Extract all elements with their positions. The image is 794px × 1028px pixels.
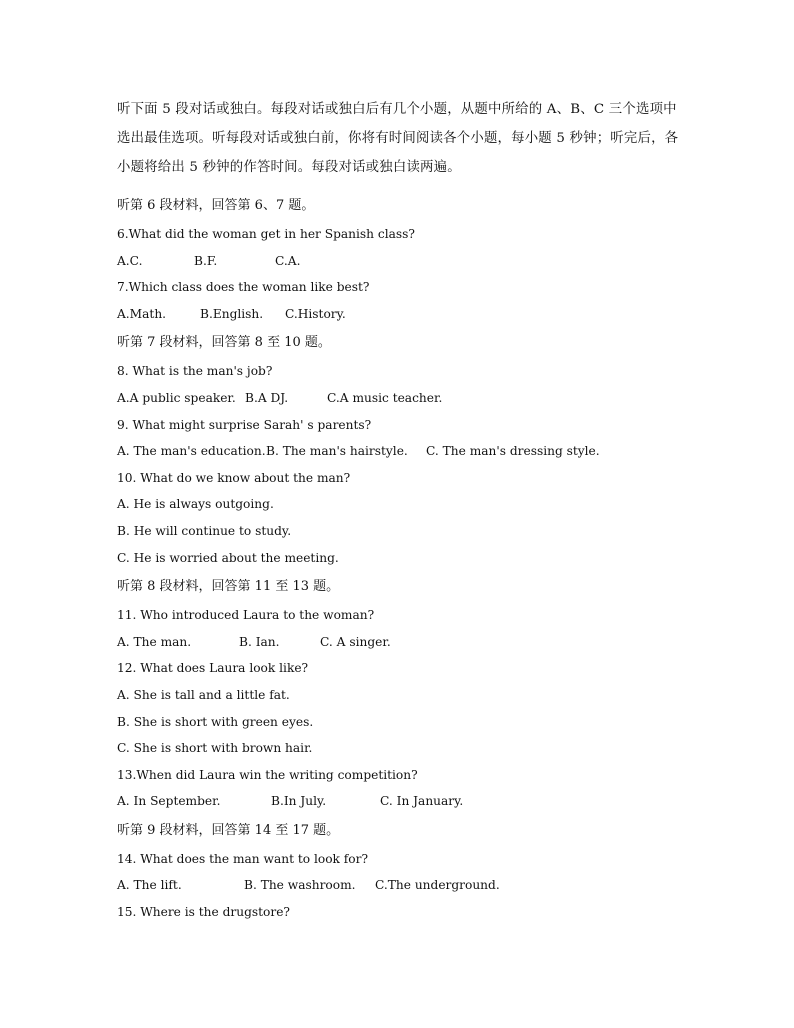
listening-instructions: 听下面 5 段对话或独白。每段对话或独白后有几个小题，从题中所给的 A、B、C 三个选项中选出最佳选项。听每段对话或独白前，你将有时间阅读各个小题，每小题 5 秒钟；听完后，各小题将给出 5 秒钟的作答时间。每段对话或独白读两遍。 bbox=[117, 102, 679, 175]
question-10-option-b: B. He will continue to study. bbox=[117, 523, 292, 538]
section-9-heading: 听第 9 段材料，回答第 14 至 17 题。 bbox=[117, 822, 340, 838]
option-c: C. In January. bbox=[380, 794, 464, 809]
option-c: C.The underground. bbox=[375, 878, 500, 893]
question-11-options bbox=[117, 629, 685, 656]
option-a: A.A public speaker. bbox=[117, 390, 236, 405]
option-b: B.A DJ. bbox=[245, 390, 289, 405]
exam-page bbox=[117, 95, 685, 926]
option-b: B.F. bbox=[194, 253, 218, 268]
option-b: B. The washroom. bbox=[244, 878, 356, 893]
question-11: 11. Who introduced Laura to the woman? bbox=[117, 608, 375, 623]
option-a: A.C. bbox=[117, 253, 143, 268]
question-14-options bbox=[117, 872, 685, 899]
question-12-option-c: C. She is short with brown hair. bbox=[117, 741, 313, 756]
question-12: 12. What does Laura look like? bbox=[117, 661, 309, 676]
section-8-heading: 听第 8 段材料，回答第 11 至 13 题。 bbox=[117, 579, 340, 595]
question-15: 15. Where is the drugstore? bbox=[117, 905, 290, 920]
question-10-option-a: A. He is always outgoing. bbox=[117, 497, 274, 512]
option-b: B.English. bbox=[200, 306, 264, 321]
option-c: C.A. bbox=[275, 253, 301, 268]
option-c: C. The man's dressing style. bbox=[426, 444, 600, 459]
question-9-options bbox=[117, 438, 685, 465]
question-8-options bbox=[117, 385, 685, 412]
question-12-option-a: A. She is tall and a little fat. bbox=[117, 687, 290, 702]
question-7-options bbox=[117, 301, 685, 328]
question-6-options bbox=[117, 248, 685, 275]
option-b: B.In July. bbox=[271, 794, 327, 809]
option-b: B. The man's hairstyle. bbox=[266, 444, 408, 459]
question-8: 8. What is the man's job? bbox=[117, 364, 273, 379]
option-a: A. The lift. bbox=[117, 878, 182, 893]
option-a: A. The man. bbox=[117, 634, 192, 649]
option-b: B. Ian. bbox=[239, 634, 280, 649]
question-6: 6.What did the woman get in her Spanish class? bbox=[117, 227, 415, 241]
question-10: 10. What do we know about the man? bbox=[117, 470, 351, 485]
option-a: A. The man's education. bbox=[117, 444, 266, 459]
option-c: C. A singer. bbox=[320, 634, 391, 649]
option-a: A.Math. bbox=[117, 306, 167, 321]
option-c: C.History. bbox=[285, 306, 346, 321]
section-6-heading: 听第 6 段材料，回答第 6、7 题。 bbox=[117, 198, 315, 213]
section-7-heading: 听第 7 段材料，回答第 8 至 10 题。 bbox=[117, 335, 331, 351]
question-7: 7.Which class does the woman like best? bbox=[117, 280, 370, 295]
question-12-option-b: B. She is short with green eyes. bbox=[117, 714, 314, 729]
question-14: 14. What does the man want to look for? bbox=[117, 851, 368, 866]
question-9: 9. What might surprise Sarah' s parents? bbox=[117, 417, 372, 432]
question-10-option-c: C. He is worried about the meeting. bbox=[117, 550, 339, 565]
question-13-options bbox=[117, 788, 685, 815]
option-c: C.A music teacher. bbox=[327, 390, 443, 405]
question-13: 13.When did Laura win the writing competition? bbox=[117, 767, 418, 782]
option-a: A. In September. bbox=[117, 794, 221, 809]
